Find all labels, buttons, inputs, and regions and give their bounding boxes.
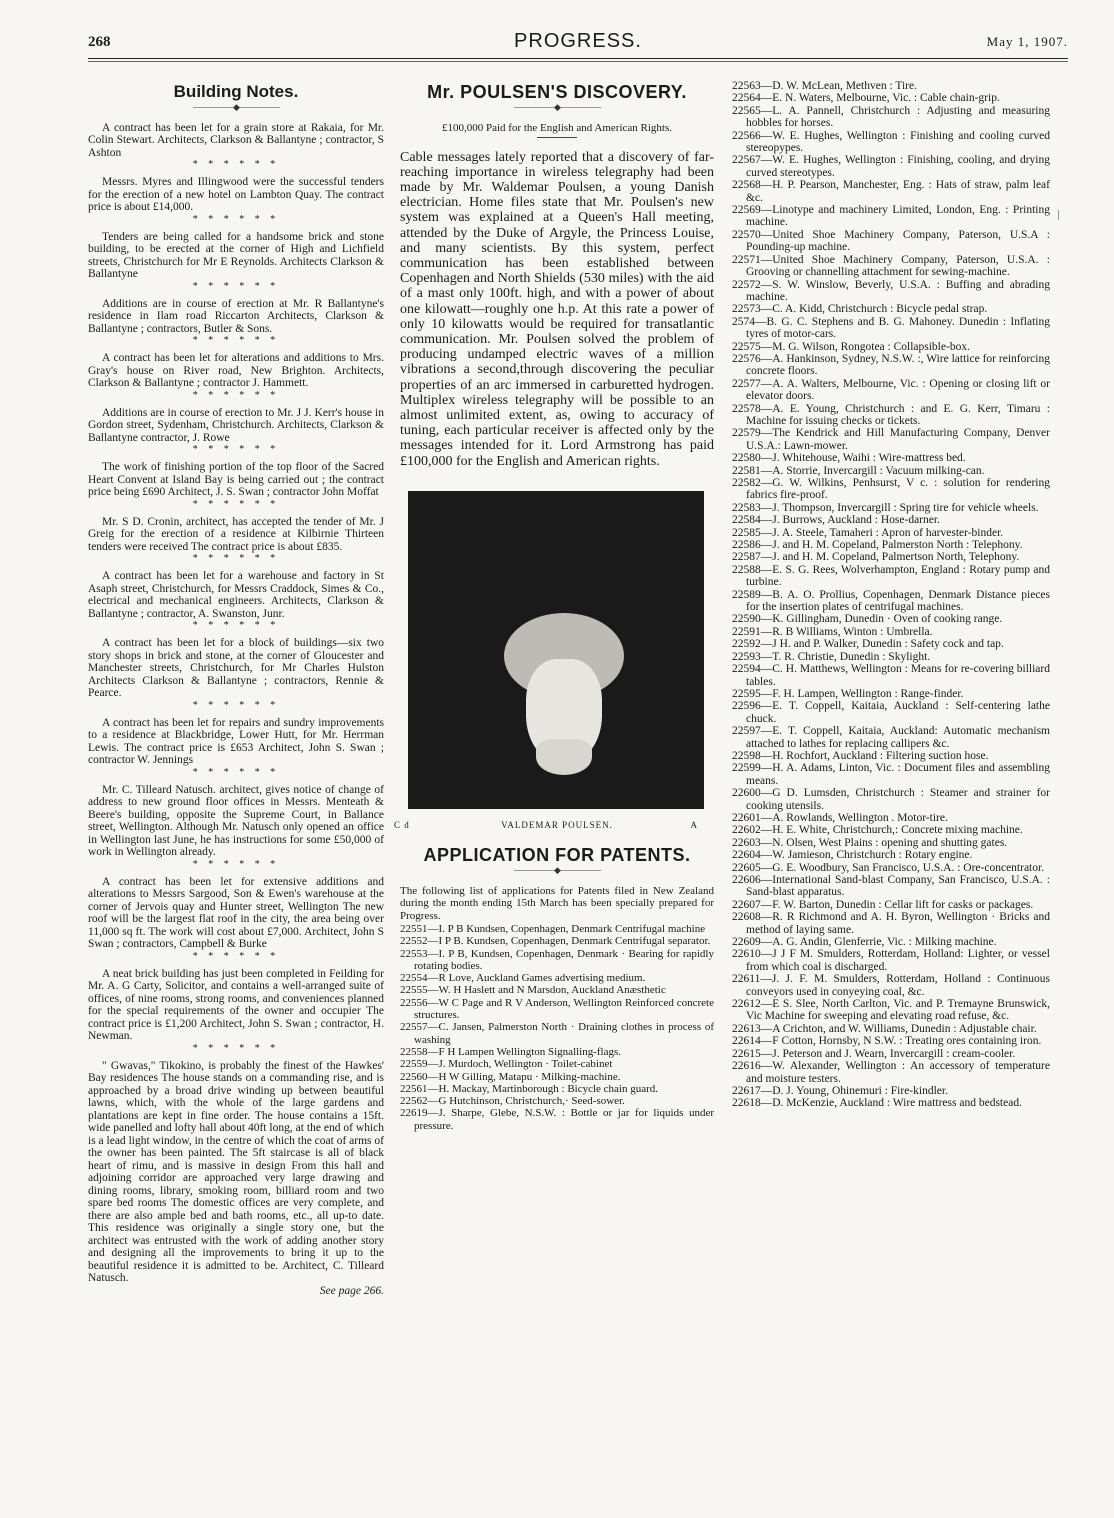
building-note-item: A contract has been let for extensive additions and alterations to Messrs Sargood, Son & Ewen's warehouse at the corner of Jervois quay and Hunter street, Wellington The new roof will be the largest flat roof in the city, the area being over 11,000 sq ft. The work will cost about £7,000. Architect, John S Swan ; contractors, Campbell & Burke <box>88 875 384 950</box>
building-note-item: A contract has been let for alterations and additions to Mrs. Gray's house on River road, New Brighton. Architects, Clarkson & Ballantyne ; contractor J. Hammett. <box>88 352 384 389</box>
poulsen-body: Cable messages lately reported that a discovery of far-reaching importance in wireless telegraphy had been made by Mr. Waldemar Poulsen, a young Danish electrician. Home files state that Mr. Poulsen's new system was explained at a Queen's Hall meeting, attended by the Duke of Argyle, the Princess Louise, and many scientists. By this system, perfect communication has been established between Copenhagen and North Shields (530 miles) with the aid of a mast only 100ft. high, and with a power of about one kilowatt—roughly one h.p. At this rate a power of only 10 kilowatts would be required for transatlantic communication. Mr. Poulsen solved the problem of producing undamped electric waves of a million vibrations a second,through discovering the peculiar properties of an arc immersed in carburetted hydrogen. Multiplex wireless telegraphy will be possible to an almost unlimited extent, as, owing to accuracy of tuning, each particular receiver is affected only by the messages intended for it. Lord Armstrong has paid £100,000 for the English and American rights. <box>400 149 714 469</box>
patent-entry: 22559—J. Murdoch, Wellington · Toilet-cabinet <box>400 1058 613 1071</box>
patent-entry: 22551—I. P B Kundsen, Copenhagen, Denmark Centrifugal machine <box>400 922 706 935</box>
patent-entry: 22578—A. E. Young, Christchurch : and E. G. Kerr, Timaru : Machine for issuing checks or tickets. <box>732 402 1050 427</box>
item-separator: * * * * * * <box>192 620 280 631</box>
patent-entry: 22617—D. J. Young, Ohinemuri : Fire-kindler. <box>732 1084 948 1097</box>
item-separator: * * * * * * <box>192 213 280 225</box>
patent-entry: 22555—W. H Haslett and N Marsdon, Auckland Anæsthetic <box>400 984 666 997</box>
building-note-item: Additions are in course of erection at Mr. R Ballantyne's residence in Ilam road Riccarton Architects, Clarkson & Ballantyne ; contractors, Butler & Sons. <box>88 297 384 335</box>
patent-entry: 22619—J. Sharpe, Glebe, N.S.W. : Bottle or jar for liquids under pressure. <box>400 1107 714 1132</box>
patent-entry: 22575—M. G. Wilson, Rongotea : Collapsible-box. <box>732 340 970 353</box>
patent-entry: 22572—S. W. Winslow, Beverly, U.S.A. : Buffing and abrading machine. <box>732 278 1050 303</box>
building-note-item: A contract has been let for a grain store at Rakaia, for Mr. Colin Stewart. Architects, Clarkson & Ballantyne ; contractor, S Ashton <box>88 121 384 159</box>
patent-entry: 22601—A. Rowlands, Wellington . Motor-tire. <box>732 811 948 824</box>
building-notes-list <box>88 122 384 1298</box>
patent-entry: 22563—D. W. McLean, Methven : Tire. <box>732 80 917 92</box>
patent-entry: 22566—W. E. Hughes, Wellington : Finishing and cooling curved stereopypes. <box>732 129 1050 155</box>
patent-entry: 22597—E. T. Coppell, Kaitaia, Auckland: Automatic mechanism attached to lathes for replacing callipers &c. <box>732 725 1050 750</box>
building-note-item: Additions are in course of erection to Mr. J J. Kerr's house in Gordon street, Sydenham, Christchurch. Architects, Clarkson & Ballantyne contractor, J. Rowe <box>88 406 384 444</box>
patents-column-right <box>732 80 1050 1110</box>
patent-entry: 22552—I P B. Kundsen, Copenhagen, Denmark Centrifugal separator. <box>400 935 711 948</box>
item-separator: * * * * * * <box>192 389 280 401</box>
header-rule <box>88 58 1068 59</box>
patent-entry: 22583—J. Thompson, Invercargill : Spring tire for vehicle wheels. <box>732 501 1039 514</box>
patent-entry: 22576—A. Hankinson, Sydney, N.S.W. :, Wire lattice for reinforcing concrete floors. <box>732 352 1050 378</box>
patent-entry: 22589—B. A. O. Prollius, Copenhagen, Denmark Distance pieces for the insertion plates of centrifugal machines. <box>732 588 1050 614</box>
patents-list-right <box>732 80 1050 1110</box>
caption-mark-right: A <box>690 819 698 830</box>
patent-entry: 22587—J. and H. M. Copeland, Palmertson North, Telephony. <box>732 551 1020 564</box>
publication-title: PROGRESS. <box>514 30 642 52</box>
issue-date: May 1, 1907. <box>986 34 1068 49</box>
item-separator: * * * * * * <box>192 1042 280 1054</box>
header-rule-secondary <box>88 61 1068 62</box>
patent-entry: 22561—H. Mackay, Martinborough : Bicycle chain guard. <box>400 1082 659 1095</box>
patent-entry: 22607—F. W. Barton, Dunedin : Cellar lift for casks or packages. <box>732 898 1034 911</box>
building-note-item: Mr. C. Tilleard Natusch. architect, gives notice of change of address to new ground floor offices in Messrs. Menteath & Beere's building, opposite the Supreme Court, in Ballance street, Wellington. Although Mr. Natusch only opened an office in Wellington last June, he has instructions for some £50,000 of work in Wellington already. <box>88 783 384 858</box>
building-note-item: Tenders are being called for a handsome brick and stone building, to be erected at the corner of High and Lichfield streets, Christchurch for Mr E Reynolds. Architects Clarkson & Ballantyne <box>88 230 384 280</box>
patent-entry: 22553—I. P B, Kundsen, Copenhagen, Denmark · Bearing for rapidly rotating bodies. <box>400 947 714 972</box>
patent-entry: 22605—G. E. Woodbury, San Francisco, U.S.A. : Ore-concentrator. <box>732 861 1045 874</box>
patent-entry: 22615—J. Peterson and J. Wearn, Invercargill : cream-cooler. <box>732 1047 1016 1060</box>
item-separator: * * * * * * <box>192 766 280 778</box>
patent-entry: 22560—H W Gilling, Matapu · Milking-machine. <box>400 1070 621 1083</box>
item-separator: * * * * * * <box>192 335 280 346</box>
patent-entry: 22577—A. A. Walters, Melbourne, Vic. : Opening or closing lift or elevator doors. <box>732 377 1050 403</box>
patent-entry: 22565—L. A. Pannell, Christchurch : Adjusting and measuring hobbles for horses. <box>732 104 1050 130</box>
patent-entry: 22609—A. G. Andin, Glenferrie, Vic. : Milking machine. <box>732 936 997 949</box>
patent-entry: 22593—T. R. Christie, Dunedin : Skylight. <box>732 650 931 663</box>
patent-entry: 22568—H. P. Pearson, Manchester, Eng. : Hats of straw, palm leaf &c. <box>732 179 1050 204</box>
patent-entry: 22586—J. and H. M. Copeland, Palmerston North : Telephony. <box>732 539 1023 552</box>
patent-entry: 22599—H. A. Adams, Linton, Vic. : Document files and assembling means. <box>732 762 1050 787</box>
patent-entry: 2574—B. G. C. Stephens and B. G. Mahoney. Dunedin : Inflating tyres of motor-cars. <box>732 315 1050 341</box>
patent-entry: 22558—F H Lampen Wellington Signalling-flags. <box>400 1045 622 1058</box>
patent-entry: 22608—R. R Richmond and A. H. Byron, Wellington · Bricks and method of laying same. <box>732 911 1050 936</box>
patent-entry: 22595—F. H. Lampen, Wellington : Range-finder. <box>732 687 964 700</box>
building-notes-heading: Building Notes. <box>173 82 299 101</box>
patent-entry: 22618—D. McKenzie, Auckland : Wire mattress and bedstead. <box>732 1097 1022 1110</box>
patent-entry: 22606—International Sand-blast Company, San Francisco, U.S.A. : Sand-blast apparatus. <box>732 874 1050 899</box>
patent-entry: 22579—The Kendrick and Hill Manufacturing Company, Denver U.S.A.: Lawn-mower. <box>732 427 1050 452</box>
item-separator: * * * * * * <box>192 498 280 510</box>
portrait-caption-row <box>394 819 714 832</box>
patent-entry: 22613—A Crichton, and W. Williams, Dunedin : Adjustable chair. <box>732 1022 1037 1035</box>
building-notes-column <box>88 80 384 1297</box>
heading-ornament <box>88 103 384 112</box>
patents-intro: The following list of applications for Patents filed in New Zealand during the month ending 15th March has been specially prepared for Progress. <box>400 884 714 922</box>
caption-mark-left: C d <box>394 819 410 830</box>
item-separator: * * * * * * <box>192 553 280 564</box>
patent-entry: 22570—United Shoe Machinery Company, Paterson, U.S.A : Pounding-up machine. <box>732 228 1050 254</box>
building-note-item: A contract has been let for a warehouse and factory in St Asaph street, Christchurch, for Messrs Craddock, Simes & Co., electrical and mechanical engineers. Architects, Clarkson & Ballantyne ; contractor, A. Swanston, Junr. <box>88 570 384 620</box>
building-note-item: A neat brick building has just been completed in Feilding for Mr. A. G Carty, Solicitor, and contains a well-arranged suite of offices, of nine rooms, strong rooms, and conveniences planned for the special requirements of the owner and occupier The contract price is £1,200 Architect, John S. Swan ; contractor, H. Newman. <box>88 967 384 1042</box>
item-separator: * * * * * * <box>192 444 280 455</box>
patent-entry: 22610—J J F M. Smulders, Rotterdam, Holland: Lighter, or vessel from which coal is discharged. <box>732 948 1050 973</box>
item-separator: * * * * * * <box>192 858 280 870</box>
patent-entry: 22616—W. Alexander, Wellington : An accessory of temperature and moisture testers. <box>732 1060 1050 1085</box>
portrait-moustache <box>536 739 592 775</box>
building-note-item: Mr. S D. Cronin, architect, has accepted the tender of Mr. J Greig for the erection of a residence at Kilbirnie Thirteen tenders were received The contract price is about £835. <box>88 515 384 553</box>
patent-entry: 22556—W C Page and R V Anderson, Wellington Reinforced concrete structures. <box>400 996 714 1022</box>
patent-entry: 22562—G Hutchinson, Christchurch,· Seed-sower. <box>400 1095 625 1108</box>
page-number: 268 <box>88 34 111 50</box>
building-note-item: A contract has been let for a block of buildings—six two story shops in brick and stone, at the corner of Gloucester and Manchester streets, Christchurch, for Mr Charles Hulston Architects Clarkson & Ballantyne ; contractors, Rennie & Pearce. <box>88 637 384 699</box>
patent-entry: 22584—J. Burrows, Auckland : Hose-darner. <box>732 514 940 527</box>
patent-entry: 22580—J. Whitehouse, Waihi : Wire-mattress bed. <box>732 452 966 465</box>
patent-entry: 22571—United Shoe Machinery Company, Paterson, U.S.A. : Grooving or channelling attachment for sewing-machine. <box>732 253 1050 279</box>
patent-entry: 22594—C. H. Matthews, Wellington : Means for re-covering billiard tables. <box>732 663 1050 688</box>
patent-entry: 22603—N. Olsen, West Plains : opening and shutting gates. <box>732 836 1008 849</box>
page-header <box>88 30 1068 56</box>
patent-entry: 22604—W. Jamieson, Christchurch : Rotary engine. <box>732 849 973 862</box>
patents-heading: APPLICATION FOR PATENTS. <box>423 845 691 866</box>
patents-list-left <box>400 923 714 1132</box>
short-rule <box>537 137 577 138</box>
patent-entry: 22554—R Love, Auckland Games advertising medium. <box>400 972 646 985</box>
patent-entry: 22612—E S. Slee, North Carlton, Vic. and P. Tremayne Brunswick, Vic Machine for sweeping and elevating road refuse, &c. <box>732 998 1050 1023</box>
patent-entry: 22569—Linotype and machinery Limited, London, Eng. : Printing machine. <box>732 204 1050 229</box>
portrait-caption: VALDEMAR POULSEN. <box>501 819 613 830</box>
center-column <box>394 80 714 1132</box>
patent-entry: 22557—C. Jansen, Palmerston North · Draining clothes in process of washing <box>400 1021 714 1046</box>
patent-entry: 22582—G. W. Wilkins, Penhsurst, V c. : solution for rendering fabrics fire-proof. <box>732 477 1050 502</box>
patent-entry: 22564—E. N. Waters, Melbourne, Vic. : Cable chain-grip. <box>732 92 1000 105</box>
patent-entry: 22588—E. S. G. Rees, Wolverhampton, England : Rotary pump and turbine. <box>732 563 1050 589</box>
item-separator: * * * * * * <box>192 280 280 292</box>
patent-entry: 22598—H. Rochfort, Auckland : Filtering suction hose. <box>732 749 989 762</box>
patent-entry: 22591—R. B Williams, Winton : Umbrella. <box>732 625 933 638</box>
patent-entry: 22581—A. Storrie, Invercargill : Vacuum milking-can. <box>732 464 985 477</box>
patent-entry: 22596—E. T. Coppell, Kaitaia, Auckland : Self-centering lathe chuck. <box>732 700 1050 725</box>
patent-entry: 22611—J. J. F. M. Smulders, Rotterdam, Holland : Continuous conveyors used in conyeying coal, &c. <box>732 973 1050 998</box>
building-note-item: The work of finishing portion of the top floor of the Sacred Heart Convent at Island Bay is being carried out ; the contract price being £690 Architect, J. S. Swan ; contractor John Moffat <box>88 461 384 498</box>
poulsen-subhead: £100,000 Paid for the English and American Rights. <box>441 121 673 134</box>
building-note-item: " Gwavas," Tikokino, is probably the finest of the Hawkes' Bay residences The house stands on a commanding rise, and is approached by a broad drive winding up between beautiful lawns, which, with the whole of the large gardens and plantations are kept in fine order. The house contains a 15ft. wide panelled and lofty hall about 40ft long, at the end of which is a lead light window, in the centre of which the coat of arms of the owner has been painted. The 5ft staircase is all of black heart of rimu, and is massive in design From this hall and adjoining corridor are approached very large drawing and dining rooms, library, smoking room, billiard room and two spare bed rooms The domestic offices are very complete, and there are also ample bed and bath rooms, etc., all up-to date. This residence was originally a single story one, but the architect was entrusted with the work of adding another story and designing all the improvements to bring it up to the beautiful residence it is admitted to be. Architect, C. Tilleard Natusch. <box>88 1059 384 1284</box>
item-separator: * * * * * * <box>192 159 280 170</box>
item-separator: * * * * * * <box>192 699 280 711</box>
heading-ornament <box>400 103 714 112</box>
see-page-reference: See page 266. <box>319 1284 384 1297</box>
portrait-photo <box>408 491 704 809</box>
patent-entry: 22614—F Cotton, Hornsby, N S.W. : Treating ores containing iron. <box>732 1035 1042 1048</box>
building-note-item: A contract has been let for repairs and sundry improvements to a residence at Blackbridge, Lower Hutt, for Mr. Herrman Lewis. The contract price is £653 Architect, John S. Swan ; contractor W. Jennings <box>88 716 384 766</box>
patent-entry: 22600—G D. Lumsden, Christchurch : Steamer and strainer for cooking utensils. <box>732 787 1050 812</box>
patent-entry: 22592—J H. and P. Walker, Dunedin : Safety cock and tap. <box>732 638 1004 651</box>
patent-entry: 22573—C. A. Kidd, Christchurch : Bicycle pedal strap. <box>732 303 988 316</box>
patent-entry: 22567—W. E. Hughes, Wellington : Finishing, cooling, and drying curved stereotypes. <box>732 154 1050 179</box>
margin-mark <box>1058 210 1059 220</box>
patent-entry: 22585—J. A. Steele, Tamaheri : Apron of harvester-binder. <box>732 526 1004 539</box>
item-separator: * * * * * * <box>192 950 280 962</box>
building-note-item: Messrs. Myres and Illingwood were the successful tenders for the erection of a new hotel on Lambton Quay. The contract price is about £14,000. <box>88 176 384 213</box>
heading-ornament <box>400 866 714 875</box>
patent-entry: 22602—H. E. White, Christchurch,: Concrete mixing machine. <box>732 824 1023 837</box>
patent-entry: 22590—K. Gillingham, Dunedin · Oven of cooking range. <box>732 613 1003 626</box>
poulsen-heading: Mr. POULSEN'S DISCOVERY. <box>427 82 687 102</box>
